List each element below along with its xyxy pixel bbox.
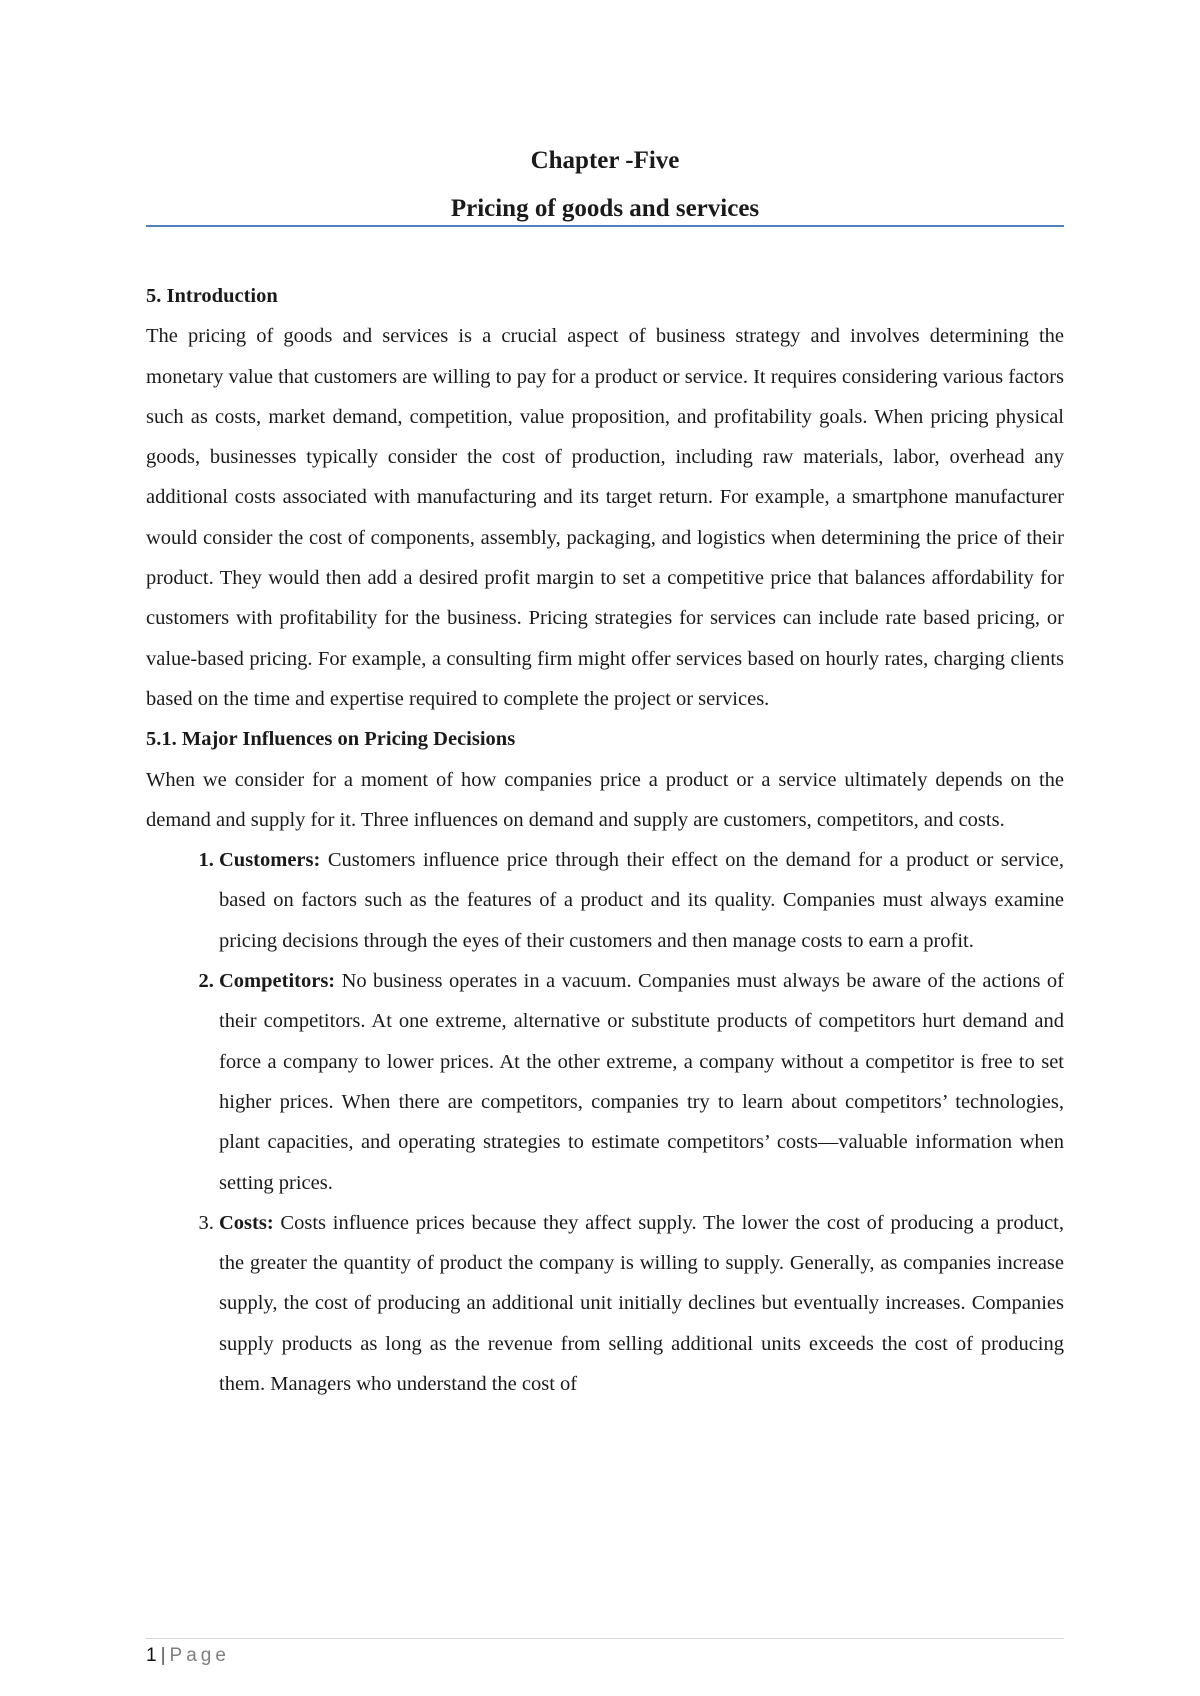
item-text-customers: Customers influence price through their effect on the demand for a product or service, based on factors such as the features of a product and its quality. Companies must always examine pricing decisions through the eyes of their customers and then manage costs to earn a profit. [219,849,1064,952]
document-title: Pricing of goods and services [450,195,760,222]
term-costs: Costs: [219,1211,274,1234]
introduction-paragraph: The pricing of goods and services is a crucial aspect of business strategy and involves determining the monetary value that customers are willing to pay for a product or service. It requires considering various factors such as costs, market demand, competition, value proposition, and profitability goals. When pricing physical goods, businesses typically consider the cost of production, including raw materials, labor, overhead any additional costs associated with manufacturing and its target return. For example, a smartphone manufacturer would consider the cost of components, assembly, packaging, and logistics when determining the price of their product. They would then add a desired profit margin to set a competitive price that balances affordability for customers with profitability for the business. Pricing strategies for services can include rate based pricing, or value-based pricing. For example, a consulting firm might offer services based on hourly rates, charging clients based on the time and expertise required to complete the project or services. [146,325,1064,710]
chapter-heading: Chapter -Five [530,147,680,174]
term-customers: Customers: [219,849,321,872]
title-underline-rule [146,225,1064,227]
list-item-costs [219,1203,1064,1404]
item-text-costs: Costs influence prices because they affect supply. The lower the cost of producing a product, the greater the quantity of product the company is willing to supply. Generally, as companies increase supply, the cost of producing an additional unit initially declines but eventually increases. Companies supply products as long as the revenue from selling additional units exceeds the cost of producing them. Managers who understand the cost of [219,1211,1064,1396]
item-text-competitors: No business operates in a vacuum. Companies must always be aware of the actions of their competitors. At one extreme, alternative or substitute products of competitors hurt demand and force a company to lower prices. At the other extreme, a company without a competitor is free to set higher prices. When there are competitors, companies try to learn about competitors’ technologies, plant capacities, and operating strategies to estimate competitors’ costs—valuable information when setting prices. [219,970,1064,1194]
footer-separator: | [160,1645,166,1666]
list-item-competitors [219,961,1064,1203]
list-item-customers [219,840,1064,961]
section-5-1-heading: 5.1. Major Influences on Pricing Decisions [146,728,516,751]
influences-list [146,840,1064,1404]
section-5-1-paragraph: When we consider for a moment of how companies price a product or a service ultimately depends on the demand and supply for it. Three influences on demand and supply are customers, competitors, and costs. [146,768,1064,831]
footer-rule [146,1638,1064,1639]
page-label: Page [169,1645,230,1666]
document-body [146,276,1064,1404]
introduction-heading: 5. Introduction [146,285,278,307]
page-footer [146,1643,230,1669]
title-block [146,144,1064,226]
page-number: 1 [146,1645,157,1666]
term-competitors: Competitors: [219,970,336,993]
